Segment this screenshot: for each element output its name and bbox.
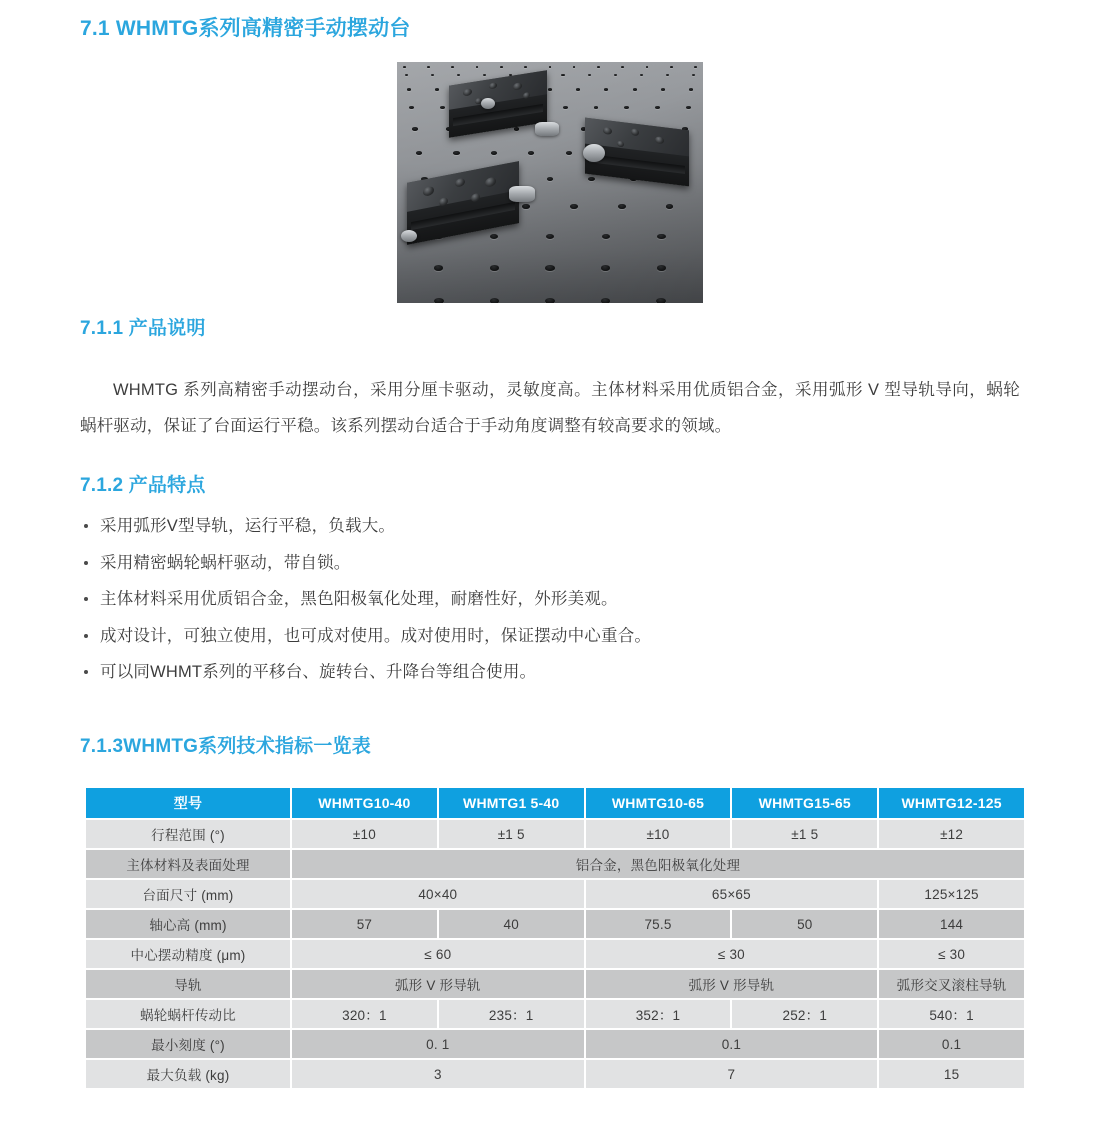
- spec-table: [84, 786, 1026, 1090]
- spec-table-body: [86, 820, 1024, 1088]
- feature-item: 主体材料采用优质铝合金，黑色阳极氧化处理，耐磨性好，外形美观。: [82, 581, 982, 618]
- spec-cell: 40×40: [292, 880, 584, 908]
- breadboard-hole: [528, 151, 534, 155]
- breadboard-hole: [403, 66, 406, 68]
- breadboard-hole: [491, 151, 497, 155]
- breadboard-hole: [570, 204, 578, 209]
- spec-cell: 铝合金，黑色阳极氧化处理: [292, 850, 1024, 878]
- breadboard-hole: [594, 106, 599, 109]
- feature-item: 成对设计，可独立使用，也可成对使用。成对使用时，保证摆动中心重合。: [82, 618, 982, 655]
- spec-table-head: [86, 788, 1024, 818]
- breadboard-hole: [476, 66, 479, 68]
- breadboard-hole: [670, 66, 673, 68]
- spec-header-variant: WHMTG15-65: [732, 788, 877, 818]
- breadboard-hole: [490, 265, 499, 271]
- spec-cell: ±10: [292, 820, 437, 848]
- micrometer-knob-back-side: [481, 98, 495, 109]
- spec-cell: 57: [292, 910, 437, 938]
- breadboard-hole: [573, 66, 576, 68]
- description-paragraph: WHMTG 系列高精密手动摆动台，采用分厘卡驱动，灵敏度高。主体材料采用优质铝合金，采用弧形 V 型导轨导向，蜗轮蜗杆驱动，保证了台面运行平稳。该系列摆动台适合于手动角度调整有较高要求的领域。: [80, 380, 1020, 435]
- breadboard-hole: [597, 66, 600, 68]
- breadboard-hole: [545, 265, 554, 271]
- breadboard-hole: [405, 74, 408, 76]
- product-photo-image: [397, 62, 703, 303]
- spec-cell: 540：1: [879, 1000, 1024, 1028]
- spec-cell: 弧形 V 形导轨: [586, 970, 878, 998]
- feature-list: [82, 508, 982, 691]
- breadboard-hole: [633, 88, 637, 91]
- spec-header-variant: WHMTG12-125: [879, 788, 1024, 818]
- spec-cell: 弧形交叉滚柱导轨: [879, 970, 1024, 998]
- spec-table-row: [86, 1030, 1024, 1058]
- spec-row-label: 轴心高 (mm): [86, 910, 290, 938]
- section-heading-description: 7.1.1 产品说明: [80, 318, 206, 339]
- spec-table-row: [86, 1000, 1024, 1028]
- breadboard-hole: [545, 298, 555, 303]
- breadboard-hole: [576, 88, 580, 91]
- stage-mounting-hole: [617, 141, 624, 148]
- breadboard-hole: [561, 74, 564, 76]
- section-heading-features: 7.1.2 产品特点: [80, 475, 206, 496]
- feature-item: 采用弧形V型导轨，运行平稳，负载大。: [82, 508, 982, 545]
- breadboard-hole: [453, 151, 459, 155]
- spec-cell: 7: [586, 1060, 878, 1088]
- breadboard-hole: [601, 298, 611, 303]
- feature-item: 采用精密蜗轮蜗杆驱动，带自锁。: [82, 545, 982, 582]
- product-photo: [397, 62, 703, 303]
- spec-table-row: [86, 970, 1024, 998]
- breadboard-hole: [588, 177, 595, 181]
- breadboard-hole: [588, 74, 591, 76]
- breadboard-hole: [656, 298, 666, 303]
- spec-cell: 0. 1: [292, 1030, 584, 1058]
- breadboard-hole: [666, 204, 674, 209]
- breadboard-hole: [666, 74, 669, 76]
- spec-table-row: [86, 940, 1024, 968]
- breadboard-hole: [689, 88, 693, 91]
- breadboard-hole: [624, 106, 629, 109]
- spec-cell: 0.1: [586, 1030, 878, 1058]
- breadboard-hole-row: [397, 88, 703, 91]
- breadboard-hole: [409, 106, 414, 109]
- breadboard-hole: [427, 66, 430, 68]
- breadboard-hole: [490, 234, 498, 239]
- breadboard-hole: [621, 66, 624, 68]
- breadboard-hole: [548, 88, 552, 91]
- spec-cell: 65×65: [586, 880, 878, 908]
- spec-row-label: 行程范围 (°): [86, 820, 290, 848]
- spec-cell: 125×125: [879, 880, 1024, 908]
- stage-mounting-hole: [631, 128, 639, 136]
- micrometer-knob-front-side: [401, 230, 417, 242]
- spec-table-row: [86, 820, 1024, 848]
- spec-row-label: 主体材料及表面处理: [86, 850, 290, 878]
- spec-cell: 15: [879, 1060, 1024, 1088]
- spec-row-label: 最大负载 (kg): [86, 1060, 290, 1088]
- breadboard-hole: [655, 106, 660, 109]
- breadboard-hole: [694, 66, 697, 68]
- spec-cell: 235：1: [439, 1000, 584, 1028]
- breadboard-hole: [547, 177, 554, 181]
- breadboard-hole: [657, 234, 665, 239]
- breadboard-hole-row: [397, 265, 703, 271]
- spec-cell: 75.5: [586, 910, 731, 938]
- breadboard-hole: [614, 74, 617, 76]
- breadboard-hole: [602, 234, 610, 239]
- breadboard-hole: [440, 106, 445, 109]
- breadboard-hole: [566, 151, 572, 155]
- stage-mounting-hole: [523, 92, 530, 99]
- breadboard-hole-row: [397, 66, 703, 68]
- breadboard-hole: [451, 66, 454, 68]
- spec-cell: ±1 5: [439, 820, 584, 848]
- stage-side-band: [453, 104, 543, 126]
- breadboard-hole: [618, 204, 626, 209]
- breadboard-hole: [646, 66, 649, 68]
- spec-cell: 252：1: [732, 1000, 877, 1028]
- breadboard-hole: [434, 265, 443, 271]
- breadboard-hole: [483, 74, 486, 76]
- stage-mounting-hole: [439, 197, 448, 207]
- spec-cell: 144: [879, 910, 1024, 938]
- breadboard-hole: [546, 234, 554, 239]
- spec-cell: ≤ 30: [586, 940, 878, 968]
- spec-row-label: 台面尺寸 (mm): [86, 880, 290, 908]
- spec-table-row: [86, 910, 1024, 938]
- breadboard-hole-row: [397, 106, 703, 109]
- spec-cell: ±1 5: [732, 820, 877, 848]
- spec-cell: ±10: [586, 820, 731, 848]
- breadboard-hole: [661, 88, 665, 91]
- spec-cell: ±12: [879, 820, 1024, 848]
- spec-cell: 3: [292, 1060, 584, 1088]
- breadboard-hole: [435, 88, 439, 91]
- micrometer-knob-back: [535, 122, 559, 136]
- breadboard-hole: [434, 298, 444, 303]
- spec-header-variant: WHMTG10-40: [292, 788, 437, 818]
- breadboard-hole: [412, 127, 418, 130]
- spec-table-row: [86, 850, 1024, 878]
- breadboard-hole: [431, 74, 434, 76]
- breadboard-hole: [563, 106, 568, 109]
- breadboard-hole: [692, 74, 695, 76]
- breadboard-hole: [457, 74, 460, 76]
- breadboard-hole: [686, 106, 691, 109]
- breadboard-hole-row: [397, 298, 703, 303]
- micrometer-knob-right: [583, 144, 605, 162]
- breadboard-hole: [500, 66, 503, 68]
- spec-row-label: 最小刻度 (°): [86, 1030, 290, 1058]
- spec-header-model: 型号: [86, 788, 290, 818]
- breadboard-hole: [524, 66, 527, 68]
- breadboard-hole: [514, 127, 520, 130]
- micrometer-knob-front: [509, 186, 535, 202]
- spec-cell: ≤ 60: [292, 940, 584, 968]
- section-heading-specs: 7.1.3WHMTG系列技术指标一览表: [80, 736, 371, 757]
- spec-cell: 40: [439, 910, 584, 938]
- spec-header-variant: WHMTG1 5-40: [439, 788, 584, 818]
- breadboard-hole: [416, 151, 422, 155]
- feature-item: 可以同WHMT系列的平移台、旋转台、升降台等组合使用。: [82, 654, 982, 691]
- spec-cell: 50: [732, 910, 877, 938]
- breadboard-hole-row: [397, 74, 703, 76]
- spec-cell: 弧形 V 形导轨: [292, 970, 584, 998]
- spec-cell: ≤ 30: [879, 940, 1024, 968]
- spec-header-variant: WHMTG10-65: [586, 788, 731, 818]
- breadboard-hole: [407, 88, 411, 91]
- breadboard-hole: [640, 74, 643, 76]
- breadboard-hole: [549, 66, 552, 68]
- spec-row-label: 蜗轮蜗杆传动比: [86, 1000, 290, 1028]
- breadboard-hole: [604, 88, 608, 91]
- breadboard-hole: [601, 265, 610, 271]
- stage-mounting-hole: [471, 193, 480, 203]
- spec-cell: 352：1: [586, 1000, 731, 1028]
- breadboard-hole: [657, 265, 666, 271]
- breadboard-hole: [490, 298, 500, 303]
- spec-table-header-row: [86, 788, 1024, 818]
- spec-cell: 320：1: [292, 1000, 437, 1028]
- spec-row-label: 导轨: [86, 970, 290, 998]
- page-title: 7.1 WHMTG系列高精密手动摆动台: [80, 17, 411, 40]
- spec-cell: 0.1: [879, 1030, 1024, 1058]
- spec-table-row: [86, 880, 1024, 908]
- breadboard-hole: [522, 204, 530, 209]
- spec-table-row: [86, 1060, 1024, 1088]
- spec-row-label: 中心摆动精度 (μm): [86, 940, 290, 968]
